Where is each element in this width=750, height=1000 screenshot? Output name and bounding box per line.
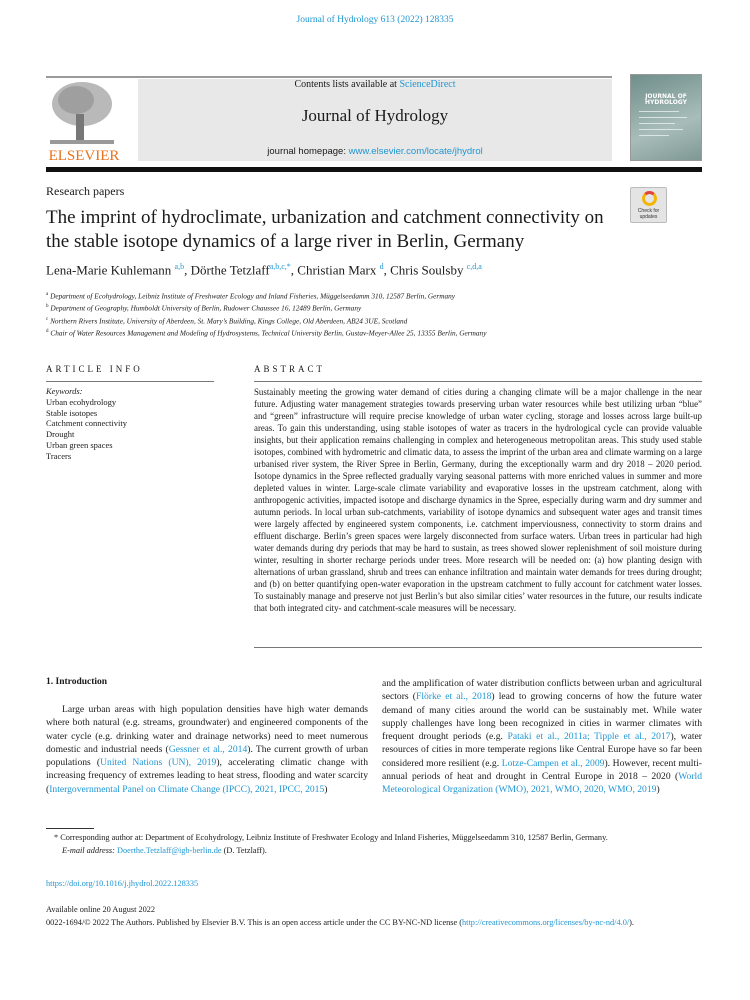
keywords-label: Keywords: <box>46 386 83 396</box>
keyword: Tracers <box>46 450 72 461</box>
keyword: Urban ecohydrology <box>46 396 117 407</box>
publication-info <box>46 903 702 929</box>
contents-label: Contents lists available at <box>294 79 400 90</box>
article-info-heading: ARTICLE INFO <box>46 364 143 374</box>
citation-link[interactable]: Gessner et al., 2014 <box>168 743 248 755</box>
elsevier-logo <box>46 80 122 162</box>
citation-link[interactable]: United Nations (UN), 2019 <box>100 757 217 769</box>
available-online: Available online 20 August 2022 <box>46 905 156 914</box>
keyword: Catchment connectivity <box>46 418 127 429</box>
sciencedirect-link[interactable]: ScienceDirect <box>399 79 456 90</box>
author-name[interactable]: Lena-Marie Kuhlemann <box>46 262 172 278</box>
keyword: Stable isotopes <box>46 407 98 418</box>
contents-line <box>138 79 612 90</box>
journal-name: Journal of Hydrology <box>301 106 449 125</box>
journal-banner <box>138 79 612 161</box>
divider <box>254 647 702 648</box>
author-name[interactable]: Dörthe Tetzlaff <box>190 262 270 278</box>
homepage-line <box>138 146 612 157</box>
elsevier-tree-icon <box>46 80 122 162</box>
author-affiliation-marker[interactable]: c,d,a <box>466 262 482 271</box>
keyword: Urban green spaces <box>46 439 113 450</box>
article-title: The imprint of hydroclimate, urbanization and catchment connectivity on the stable isotope dynamics of a large river in Berlin, Germany <box>46 207 604 252</box>
doi-link[interactable]: https://doi.org/10.1016/j.jhydrol.2022.128335 <box>46 879 199 888</box>
journal-cover[interactable] <box>630 74 702 161</box>
citation-link[interactable]: Flörke et al., 2018 <box>416 691 492 703</box>
footnote <box>46 832 702 857</box>
author-name[interactable]: Christian Marx <box>297 262 377 278</box>
homepage-label: journal homepage: <box>267 146 349 157</box>
cover-title: JOURNAL OF HYDROLOGY <box>645 93 687 106</box>
intro-paragraph-right: and the amplification of water distribution conflicts between urban and agricultural sectors (Flörke et al., 2018) lead to growing concerns of how the future water demand of many cities around the world can be sustainably met. While water supply challenges have long been recognized in cities in warmer climates with frequent drought periods (e.g. Pataki et al., 2011a; Tipple et al., 2017), water resources of cities in more temperate regions like Central Europe have so far been considered more resilient (e.g. Lotze-Campen et al., 2009). However, recent multi-annual periods of heat and drought in Central Europe in 2018 – 2020 (World Meteorological Organization (WMO), 2021, WMO, 2020, WMO, 2019) <box>382 678 702 796</box>
citation-link[interactable]: Intergovernmental Panel on Climate Change (IPCC), 2021, IPCC, 2015 <box>49 783 325 795</box>
email-link[interactable]: Doerthe.Tetzlaff@igb-berlin.de <box>117 845 222 855</box>
citation-link[interactable]: Lotze-Campen et al., 2009 <box>501 757 605 769</box>
divider <box>254 381 702 382</box>
affiliation: $^c$ Northern Rivers Institute, University of Aberdeen, St. Mary’s Building, Kings College, Old Aberdeen, AB24 3UE, Scotland <box>46 316 408 326</box>
keyword: Drought <box>46 429 75 440</box>
citation-link[interactable]: Pataki et al., 2011a; Tipple et al., 2017 <box>507 731 671 743</box>
email-line: E-mail address: Doerthe.Tetzlaff@igb-berlin.de (D. Tetzlaff). <box>62 845 267 855</box>
check-updates-label: Check for updates <box>637 208 660 220</box>
author-affiliation-marker[interactable]: a,b,c,* <box>269 262 291 271</box>
author-list: Lena-Marie Kuhlemann $^{a,b}$, Dörthe Tetzlaff$^{a,b,c,*}$, Christian Marx $^d$, Chris Soulsby $^{c,d,a}$ <box>46 262 482 278</box>
license-line: 0022-1694/© 2022 The Authors. Published by Elsevier B.V. This is an open access article under the CC BY-NC-ND license (http://creativecommons.org/licenses/by-nc-nd/4.0/). <box>46 918 635 927</box>
section-heading-introduction: 1. Introduction <box>46 677 108 687</box>
author-name[interactable]: Chris Soulsby <box>390 262 464 278</box>
license-link[interactable]: http://creativecommons.org/licenses/by-nc-nd/4.0/ <box>462 918 630 927</box>
author-affiliation-marker[interactable]: d <box>379 262 384 271</box>
affiliation: $^b$ Department of Geography, Humboldt University of Berlin, Rudower Chaussee 16, 12489 Berlin, Germany <box>46 303 362 313</box>
affiliation: $^a$ Department of Ecohydrology, Leibniz Institute of Freshwater Ecology and Inland Fisheries, Müggelseedamm 310, 12587 Berlin, Germany <box>46 291 456 301</box>
article-section: Research papers <box>46 184 125 198</box>
divider <box>46 381 214 382</box>
journal-reference[interactable]: Journal of Hydrology 613 (2022) 128335 <box>296 15 454 25</box>
abstract-text: Sustainably meeting the growing water demand of cities during a changing climate will be a major challenge in the near future. Adjusting water management strategies towards preserving urban water resources while best utilizing urban “blue” and “green” infrastructure will require precise knowledge of urban water cycling, storage and losses across large built-up areas. To gain this understanding, using stable isotopes of water as tracers in the hydrological cycle can provide valuable insights, but their application remains challenging in complex and heterogeneous metropolitan areas. This study used stable isotopes, combined with hydrometric and climatic data, to assess the imprint of the urban area and climate warming on a large urbanised river system, the River Spree in Berlin, Germany, during the exceptionally warm and dry 2018 – 2020 period. Isotope dynamics in the Spree reflected gradually varying seasonal patterns with more enriched values in summer and more depleted values in winter. Large-scale climate variability and evaporative losses in the upstream catchment, along with anthropogenic activities, impacted isotope and discharge dynamics in the Spree, especially during warm and dry summer and autumn periods. In local urban sub-catchments, variability of isotope dynamics and subsequent water ages and transit times were largely affected by engineered system components, i.e. catchment imperviousness, connectivity to storm drains and effluent discharge. Berlin’s green spaces were largely disconnected from surface waters. Urban trees in particular had high water demands during dry periods that may be hard to sustain, as trees showed slower replenishment of soil moisture during winter, resulting in shorter recharge periods under trees. More research will be needed on: (a) how planting design with alternations of urban grassland, shrub and trees can enhance infiltration and maintain water demands for trees during drought; and (b) on better quantifying open-water evaporation in the upstream catchment to fully account for catchment water losses. To sustainably manage and preserve not just Berlin’s but also similar cities’ water resources in the future, our results indicate that both integrated city- and catchment-scale measures will be necessary. <box>254 387 702 613</box>
homepage-link[interactable]: www.elsevier.com/locate/jhydrol <box>348 146 483 157</box>
keywords <box>46 386 127 462</box>
elsevier-wordmark: ELSEVIER <box>48 148 120 162</box>
affiliation: $^d$ Chair of Water Resources Management and Modeling of Hydrosystems, Technical University Berlin, Gustav-Meyer-Allee 25, 13355 Berlin, Germany <box>46 328 487 338</box>
citation-link[interactable]: World Meteorological Organization (WMO), 2021, WMO, 2020, WMO, 2019 <box>382 771 702 796</box>
author-affiliation-marker[interactable]: a,b <box>174 262 185 271</box>
intro-paragraph-left: Large urban areas with high population densities have high water demands where both natural (e.g. streams, groundwater) and engineered components of the water cycle (e.g. drinking water and drainage networks) need to meet numerous domestic and industrial needs (Gessner et al., 2014). The current growth of urban populations (United Nations (UN), 2019), accelerating climatic change with increasing frequency of extremes leading to heat stress, flooding and water scarcity (Intergovernmental Panel on Climate Change (IPCC), 2021, IPCC, 2015) <box>46 704 368 795</box>
check-for-updates-button[interactable] <box>630 187 667 223</box>
header-bar <box>46 167 702 172</box>
footnote-rule <box>46 828 94 829</box>
affiliations <box>46 289 486 339</box>
update-icon <box>642 191 657 206</box>
header-rule <box>46 76 612 78</box>
abstract-heading: ABSTRACT <box>254 364 326 374</box>
corresponding-author-note: * Corresponding author at: Department of Ecohydrology, Leibniz Institute of Freshwater Ecology and Inland Fisheries, Müggelseedamm 310, 12587 Berlin, Germany. <box>54 833 608 842</box>
